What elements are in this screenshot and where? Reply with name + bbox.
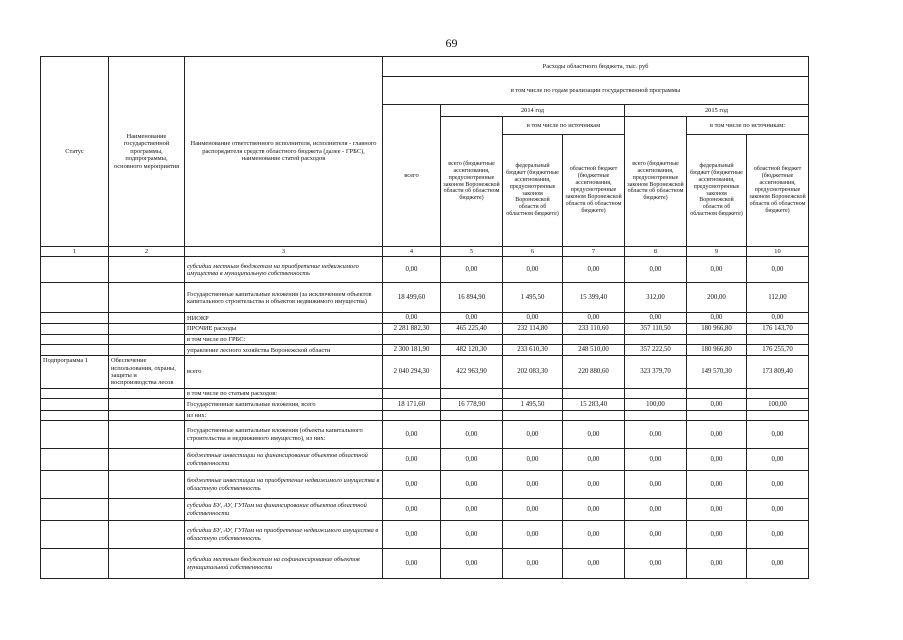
row-status	[41, 499, 109, 521]
row-status	[41, 421, 109, 449]
row-value	[503, 388, 563, 398]
row-value: 0,00	[687, 549, 747, 579]
col-number: 10	[747, 247, 809, 257]
row-value: 0,00	[383, 499, 441, 521]
header-expenses: Расходы областного бюджета, тыс. руб	[383, 57, 809, 77]
col-number: 1	[41, 247, 109, 257]
row-status	[41, 410, 109, 420]
header-by-years: в том числе по годам реализации государственной программы	[383, 77, 809, 105]
header-total: всего	[383, 105, 441, 247]
row-value: 233 110,60	[563, 324, 625, 335]
row-value: 0,00	[503, 499, 563, 521]
table-header	[41, 57, 809, 257]
row-program	[109, 388, 185, 398]
row-value: 176 143,70	[747, 324, 809, 335]
col-number: 4	[383, 247, 441, 257]
row-value: 0,00	[563, 449, 625, 471]
row-value: 149 570,30	[687, 356, 747, 388]
header-regional-2015: областной бюджет (бюджетные ассигнования, предусмотренные законом Воронежской области об областном бюджете)	[747, 135, 809, 247]
row-label: Государственные капитальные вложения (объекты капитального строительства и недвижимого имущество), из них:	[185, 421, 383, 449]
row-value	[503, 410, 563, 420]
row-value	[563, 388, 625, 398]
col-number: 2	[109, 247, 185, 257]
row-value: 357 110,50	[625, 324, 687, 335]
row-status	[41, 257, 109, 283]
row-program	[109, 549, 185, 579]
col-number: 5	[441, 247, 503, 257]
row-value	[687, 410, 747, 420]
header-executor: Наименование ответственного исполнителя, исполнителя - главного распорядителя средств областного бюджета (далее - ГРБС), наименование статей расходов	[185, 57, 383, 247]
row-value: 0,00	[383, 257, 441, 283]
row-program	[109, 398, 185, 410]
row-value	[687, 388, 747, 398]
row-value: 202 083,30	[503, 356, 563, 388]
row-value: 0,00	[625, 471, 687, 499]
header-total-budget-2015: всего (бюджетные ассигнования, предусмотренные законом Воронежской области об областном бюджете)	[625, 117, 687, 247]
row-value	[563, 410, 625, 420]
row-label: управление лесного хозяйства Воронежской области	[185, 345, 383, 356]
col-number: 9	[687, 247, 747, 257]
row-label: всего	[185, 356, 383, 388]
row-value: 15 283,40	[563, 398, 625, 410]
row-value: 0,00	[563, 257, 625, 283]
row-value: 0,00	[563, 421, 625, 449]
header-year-2015: 2015 год	[625, 105, 809, 117]
table-row	[41, 388, 809, 398]
row-value: 0,00	[441, 471, 503, 499]
row-value: 0,00	[687, 257, 747, 283]
row-value: 0,00	[747, 521, 809, 549]
header-by-sources-2014: в том числе по источникам	[503, 117, 625, 135]
row-label: из них:	[185, 410, 383, 420]
row-value: 0,00	[441, 257, 503, 283]
row-value: 0,00	[441, 499, 503, 521]
table-row	[41, 324, 809, 335]
row-value: 18 499,60	[383, 283, 441, 313]
row-value	[383, 388, 441, 398]
table-row	[41, 313, 809, 324]
row-status	[41, 449, 109, 471]
col-number: 3	[185, 247, 383, 257]
table-row	[41, 449, 809, 471]
table-row	[41, 549, 809, 579]
row-value	[687, 334, 747, 344]
row-value: 0,00	[687, 313, 747, 324]
row-value: 2 040 294,30	[383, 356, 441, 388]
row-value: 0,00	[747, 257, 809, 283]
row-value: 0,00	[383, 449, 441, 471]
row-value: 0,00	[441, 449, 503, 471]
col-number: 6	[503, 247, 563, 257]
row-value: 0,00	[441, 421, 503, 449]
row-value: 1 495,50	[503, 398, 563, 410]
row-value: 0,00	[383, 549, 441, 579]
row-value: 0,00	[747, 421, 809, 449]
row-status	[41, 313, 109, 324]
table-row	[41, 398, 809, 410]
row-value: 0,00	[503, 471, 563, 499]
table-body	[41, 257, 809, 579]
col-number: 8	[625, 247, 687, 257]
row-label: в том числе по ГРБС:	[185, 334, 383, 344]
row-value: 0,00	[563, 521, 625, 549]
row-value: 248 510,00	[563, 345, 625, 356]
row-value: 0,00	[625, 449, 687, 471]
row-program	[109, 257, 185, 283]
row-value: 176 255,70	[747, 345, 809, 356]
row-value	[441, 388, 503, 398]
row-value: 16 894,90	[441, 283, 503, 313]
row-value: 16 778,90	[441, 398, 503, 410]
row-value: 0,00	[747, 549, 809, 579]
row-value	[625, 388, 687, 398]
row-label: Государственные капитальные вложения (за исключением объектов капитального строительства и объектов недвижимого имущества)	[185, 283, 383, 313]
row-value: 180 966,80	[687, 324, 747, 335]
table-row	[41, 356, 809, 388]
row-value	[441, 410, 503, 420]
row-value: 2 300 181,90	[383, 345, 441, 356]
row-label: субсидии БУ, АУ, ГУПам на приобретение недвижимого имущества в областную собственность	[185, 521, 383, 549]
row-value: 0,00	[747, 471, 809, 499]
row-value: 0,00	[503, 549, 563, 579]
row-value: 200,00	[687, 283, 747, 313]
row-value: 0,00	[747, 499, 809, 521]
row-program	[109, 345, 185, 356]
row-label: субсидии местным бюджетам на приобретение недвижимого имущества в муниципальную собственность	[185, 257, 383, 283]
row-value: 465 225,40	[441, 324, 503, 335]
row-value: 0,00	[687, 421, 747, 449]
row-value: 0,00	[563, 313, 625, 324]
budget-table	[40, 56, 809, 579]
header-total-budget-2014: всего (бюджетные ассигнования, предусмотренные законом Воронежской области об областном бюджете)	[441, 117, 503, 247]
row-value: 0,00	[747, 449, 809, 471]
row-value: 0,00	[503, 313, 563, 324]
row-value: 0,00	[503, 449, 563, 471]
row-program	[109, 324, 185, 335]
row-value: 0,00	[625, 257, 687, 283]
table-row	[41, 471, 809, 499]
row-value: 0,00	[503, 257, 563, 283]
row-value	[625, 334, 687, 344]
row-status	[41, 345, 109, 356]
row-status	[41, 471, 109, 499]
row-value: 0,00	[747, 313, 809, 324]
row-value: 0,00	[687, 471, 747, 499]
row-value	[625, 410, 687, 420]
row-label: НИОКР	[185, 313, 383, 324]
header-status: Статус	[41, 57, 109, 247]
row-value: 100,00	[747, 398, 809, 410]
row-value	[747, 334, 809, 344]
row-value: 357 222,50	[625, 345, 687, 356]
row-program	[109, 334, 185, 344]
row-value: 0,00	[625, 421, 687, 449]
row-status: Подпрограмма 1	[41, 356, 109, 388]
table-row	[41, 345, 809, 356]
row-value: 0,00	[563, 549, 625, 579]
row-value: 0,00	[503, 521, 563, 549]
row-value: 18 171,60	[383, 398, 441, 410]
row-label: бюджетные инвестиции на приобретение недвижимого имущества в областную собственность	[185, 471, 383, 499]
row-status	[41, 324, 109, 335]
header-by-sources-2015: в том числе по источникам:	[687, 117, 809, 135]
row-value: 0,00	[383, 471, 441, 499]
row-value	[383, 334, 441, 344]
row-value: 0,00	[503, 421, 563, 449]
row-program	[109, 449, 185, 471]
table-row	[41, 521, 809, 549]
row-value: 312,00	[625, 283, 687, 313]
row-value: 0,00	[383, 421, 441, 449]
row-value: 482 120,30	[441, 345, 503, 356]
row-value: 0,00	[687, 398, 747, 410]
row-program: Обеспечение использования, охраны, защиты и воспроизводства лесов	[109, 356, 185, 388]
row-value: 0,00	[687, 449, 747, 471]
row-value: 0,00	[625, 549, 687, 579]
page-number: 69	[445, 36, 458, 50]
row-status	[41, 549, 109, 579]
row-program	[109, 521, 185, 549]
header-federal-2014: федеральный бюджет (бюджетные ассигнования, предусмотренные законом Воронежской области об областном бюджете)	[503, 135, 563, 247]
row-status	[41, 388, 109, 398]
table-row	[41, 499, 809, 521]
row-value: 112,00	[747, 283, 809, 313]
row-program	[109, 471, 185, 499]
table-row	[41, 410, 809, 420]
row-label: Государственные капитальные вложения, всего	[185, 398, 383, 410]
header-federal-2015: федеральный бюджет (бюджетные ассигнования, предусмотренные законом Воронежской области об областном бюджете)	[687, 135, 747, 247]
row-value: 323 379,70	[625, 356, 687, 388]
row-value	[747, 410, 809, 420]
row-label: в том числе по статьям расходов:	[185, 388, 383, 398]
row-value: 233 610,30	[503, 345, 563, 356]
row-label: субсидии БУ, АУ, ГУПам на финансирование объектов областной собственности	[185, 499, 383, 521]
row-value: 15 399,40	[563, 283, 625, 313]
row-program	[109, 410, 185, 420]
table-row	[41, 334, 809, 344]
row-value: 422 963,90	[441, 356, 503, 388]
row-value: 0,00	[563, 499, 625, 521]
table-row	[41, 257, 809, 283]
header-year-2014: 2014 год	[441, 105, 625, 117]
row-label: ПРОЧИЕ расходы	[185, 324, 383, 335]
table-row	[41, 421, 809, 449]
row-value	[441, 334, 503, 344]
row-value: 0,00	[625, 499, 687, 521]
row-value: 232 114,80	[503, 324, 563, 335]
row-value: 0,00	[563, 471, 625, 499]
row-program	[109, 421, 185, 449]
row-label: бюджетные инвестиции на финансирование объектов областной собственности	[185, 449, 383, 471]
header-program-name: Наименование государственной программы, подпрограммы, основного мероприятия	[109, 57, 185, 247]
row-value: 0,00	[687, 499, 747, 521]
row-value: 0,00	[625, 521, 687, 549]
row-status	[41, 521, 109, 549]
row-status	[41, 398, 109, 410]
row-value: 0,00	[441, 549, 503, 579]
row-value	[747, 388, 809, 398]
row-value: 0,00	[441, 521, 503, 549]
row-value: 2 281 882,30	[383, 324, 441, 335]
row-value	[563, 334, 625, 344]
row-status	[41, 283, 109, 313]
row-status	[41, 334, 109, 344]
row-label: субсидии местным бюджетам на софинансирование объектов муниципальной собственности	[185, 549, 383, 579]
row-value: 180 966,80	[687, 345, 747, 356]
row-program	[109, 499, 185, 521]
col-number: 7	[563, 247, 625, 257]
row-value: 0,00	[625, 313, 687, 324]
table-row	[41, 283, 809, 313]
row-value: 0,00	[687, 521, 747, 549]
row-value: 220 880,60	[563, 356, 625, 388]
row-value: 0,00	[383, 521, 441, 549]
row-value: 0,00	[441, 313, 503, 324]
row-value: 173 809,40	[747, 356, 809, 388]
row-value	[383, 410, 441, 420]
row-value: 1 495,50	[503, 283, 563, 313]
row-program	[109, 313, 185, 324]
row-value: 100,00	[625, 398, 687, 410]
row-value: 0,00	[383, 313, 441, 324]
row-program	[109, 283, 185, 313]
row-value	[503, 334, 563, 344]
header-regional-2014: областной бюджет (бюджетные ассигнования, предусмотренные законом Воронежской области об областном бюджете)	[563, 135, 625, 247]
